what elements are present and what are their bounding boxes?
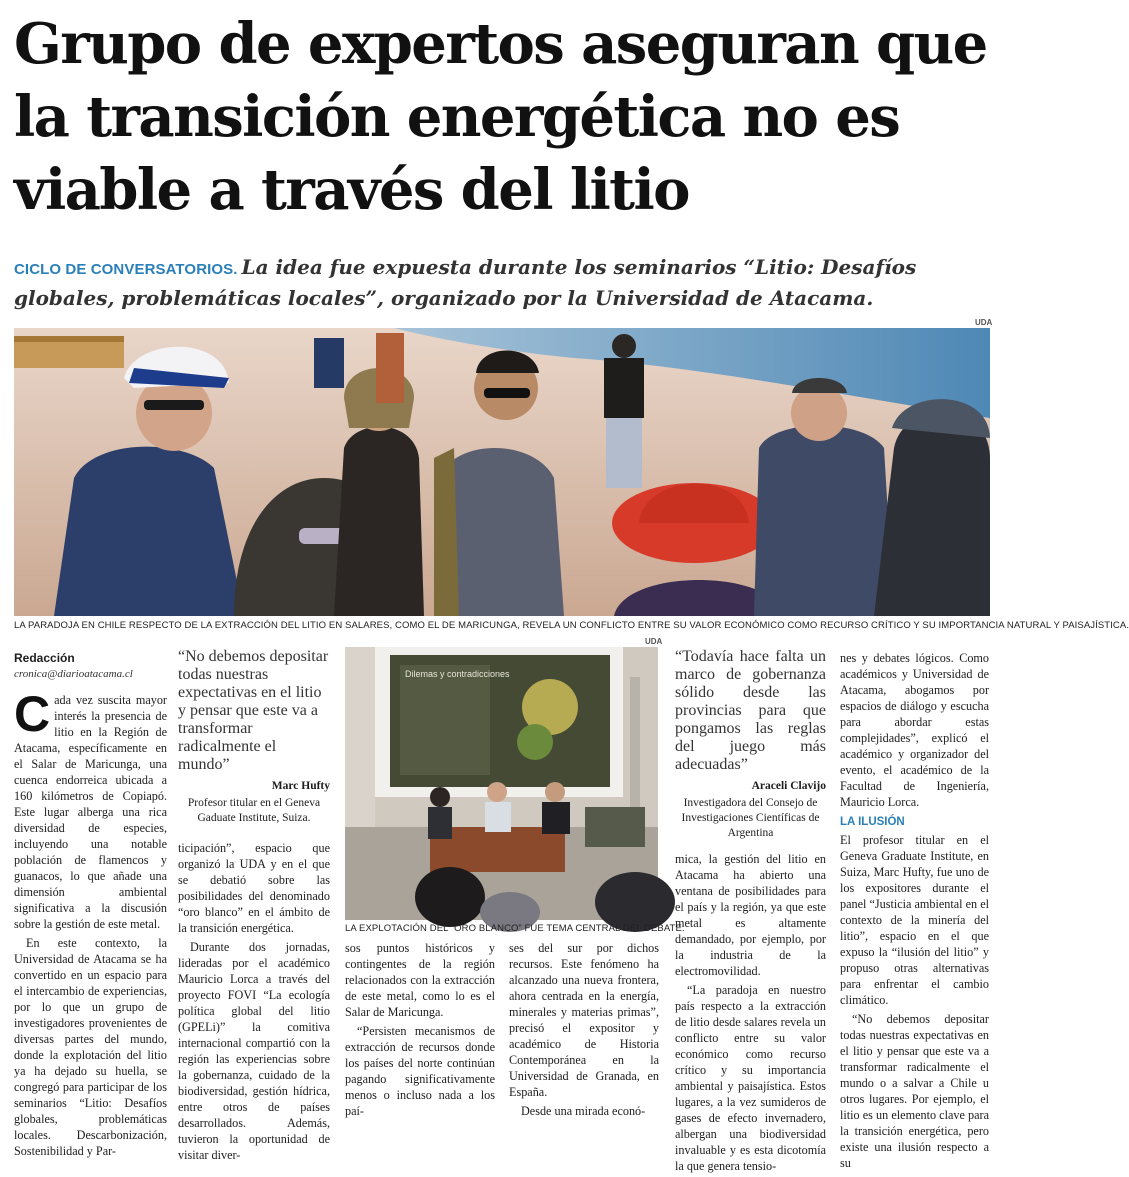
headline — [14, 8, 989, 227]
dropcap: C — [14, 686, 51, 742]
column-1 — [14, 650, 167, 1162]
section-heading: LA ILUSIÓN — [840, 816, 905, 828]
pull-quote-role: Profesor titular en el Geneva Gaduate Institute, Suiza. — [187, 797, 321, 824]
main-photo-caption: LA PARADOJA EN CHILE RESPECTO DE LA EXTRACCIÓN DEL LITIO EN SALARES, COMO EL DE MARICUNGA, REVELA UN CONFLICTO ENTRE SU VALOR ECONÓMICO COMO RECURSO CRÍTICO Y SU IMPORTANCIA NATURAL Y PAISAJÍSTICA. — [14, 620, 1129, 631]
pull-quote-role: Investigadora del Consejo de Investigaciones Científicas de Argentina — [681, 797, 820, 839]
pull-quote-clavijo — [675, 648, 826, 841]
kicker: CICLO DE CONVERSATORIOS. — [14, 261, 238, 278]
pull-quote-author: Marc Hufty — [271, 780, 330, 792]
pull-quote-author: Araceli Clavijo — [751, 780, 826, 792]
column-6 — [840, 650, 989, 1174]
headline-line-3: viable a través del litio — [14, 157, 689, 223]
panel-photo — [345, 647, 658, 920]
col3-paragraph-2: “Persisten mecanismos de extracción de recursos donde los países del norte continúan pagando significativamente menos o incluso nada a los paí- — [345, 1024, 495, 1118]
col2-paragraph-1: ticipación”, espacio que organizó la UDA y en el que se debatió sobre las posibilidades del denominado “oro blanco” en el ámbito de la transición energética. — [178, 841, 330, 935]
headline-line-2: la transición energética no es — [14, 84, 900, 150]
deck — [14, 253, 989, 315]
col3-paragraph-1: sos puntos históricos y contingentes de la región relacionados con la extracción de este metal, como lo es el Salar de Maricunga. — [345, 941, 495, 1019]
panel-photo-credit: UDA — [645, 637, 663, 646]
column-5 — [675, 648, 826, 1177]
main-photo — [14, 328, 990, 616]
col1-paragraph-1: ada vez suscita mayor interés la presencia de litio en la Región de Atacama, específicamente en el Salar de Maricunga, una cuenca endorreica ubicada a 160 kilómetros de Copiapó. Este lugar alberga una rica diversidad de especies, incluyendo una notable población de flamencos y guanacos, lo que añade una dimensión ambiental significativa a la discusión sobre la gestión de este metal. — [14, 693, 167, 931]
col1-paragraph-2: En este contexto, la Universidad de Atacama se ha convertido en un espacio para el intercambio de experiencias, por lo que un grupo de investigadores provenientes de diversas partes del mundo, donde la explotación del litio ya ha dejado su huella, se congregó para participar de los seminarios “Litio: Desafíos globales, problemáticas locales. Descarbonización, Sostenibilidad y Par- — [14, 936, 167, 1158]
col5-paragraph-1: mica, la gestión del litio en Atacama ha abierto una ventana de posibilidades para el país y la región, ya que este metal es altamente demandado, por ejemplo, por la industria de la electromovilidad. — [675, 852, 826, 978]
col6-paragraph-1: nes y debates lógicos. Como académicos y Universidad de Atacama, abogamos por espacios de diálogo y escucha para abordar estas complejidades”, explicó el académico y organizador del evento, el académico de la Facultad de Ingeniería, Mauricio Lorca. — [840, 651, 989, 809]
col6-paragraph-2: El profesor titular en el Geneva Graduate Institute, en Suiza, Marc Hufty, fue uno de los expositores durante el panel “Justicia ambiental en el contexto de la minería del litio”, espacio en el que expuso la “ilusión del litio” y propuso otras alternativas para enfrentar el cambio climático. — [840, 833, 989, 1007]
slide-title: Dilemas y contradicciones — [405, 669, 510, 679]
lead: La idea fue expuesta durante los seminarios “Litio: Desafíos globales, problemáticas locales”, organizado por la Universidad de Atacama. — [14, 255, 917, 310]
col5-paragraph-2: “La paradoja en nuestro país respecto a la extracción de litio desde salares revela un conflicto entre su valor económico como recurso crítico y su importancia ambiental y paisajística. Estos lugares, a la vez sumideros de gases de efecto invernadero, albergan una biodiversidad invaluable y es esta dicotomía la que genera tensio- — [675, 983, 826, 1173]
pull-quote-hufty — [178, 648, 330, 826]
column-2 — [178, 648, 330, 1166]
pull-quote-text: “Todavía hace falta un marco de gobernanza sólido desde las provincias para que pongamos las reglas del juego más adecuadas” — [675, 648, 826, 773]
byline-email[interactable]: cronica@diarioatacama.cl — [14, 668, 133, 680]
column-4 — [509, 940, 659, 1122]
col2-paragraph-2: Durante dos jornadas, lideradas por el académico Mauricio Lorca a través del proyecto FOVI “La ecología política global del litio (GPELi)” la comitiva internacional compartió con la región las experiencias sobre la gobernanza, cuidado de la biodiversidad, gestión hídrica, entre otros de países desarrollados. Además, tuvieron la oportunidad de visitar diver- — [178, 940, 330, 1162]
photo-credit: UDA — [975, 318, 993, 327]
col6-paragraph-3: “No debemos depositar todas nuestras expectativas en el litio y pensar que este va a transformar radicalmente el mundo o a salvar a Chile u otros lugares. Por ejemplo, el litio es un elemento clave para la transición energética, pero existe una ilusión respecto a su — [840, 1012, 989, 1170]
headline-line-1: Grupo de expertos aseguran que — [14, 11, 987, 77]
col4-paragraph-1: ses del sur por dichos recursos. Este fenómeno ha alcanzado una nueva frontera, ahora centrada en la energía, minerales y materias primas”, precisó el expositor y académico de Historia Contemporánea en la Universidad de Granada, en España. — [509, 941, 659, 1099]
pull-quote-text: “No debemos depositar todas nuestras expectativas en el litio y pensar que este va a transformar radicalmente el mundo” — [178, 648, 329, 773]
byline-author: Redacción — [14, 651, 75, 665]
panel-photo-caption: LA EXPLOTACIÓN DEL “ORO BLANCO” FUE TEMA CENTRAL DEL DEBATE. — [345, 923, 685, 934]
col4-paragraph-2: Desde una mirada econó- — [521, 1104, 646, 1118]
column-3 — [345, 940, 495, 1122]
